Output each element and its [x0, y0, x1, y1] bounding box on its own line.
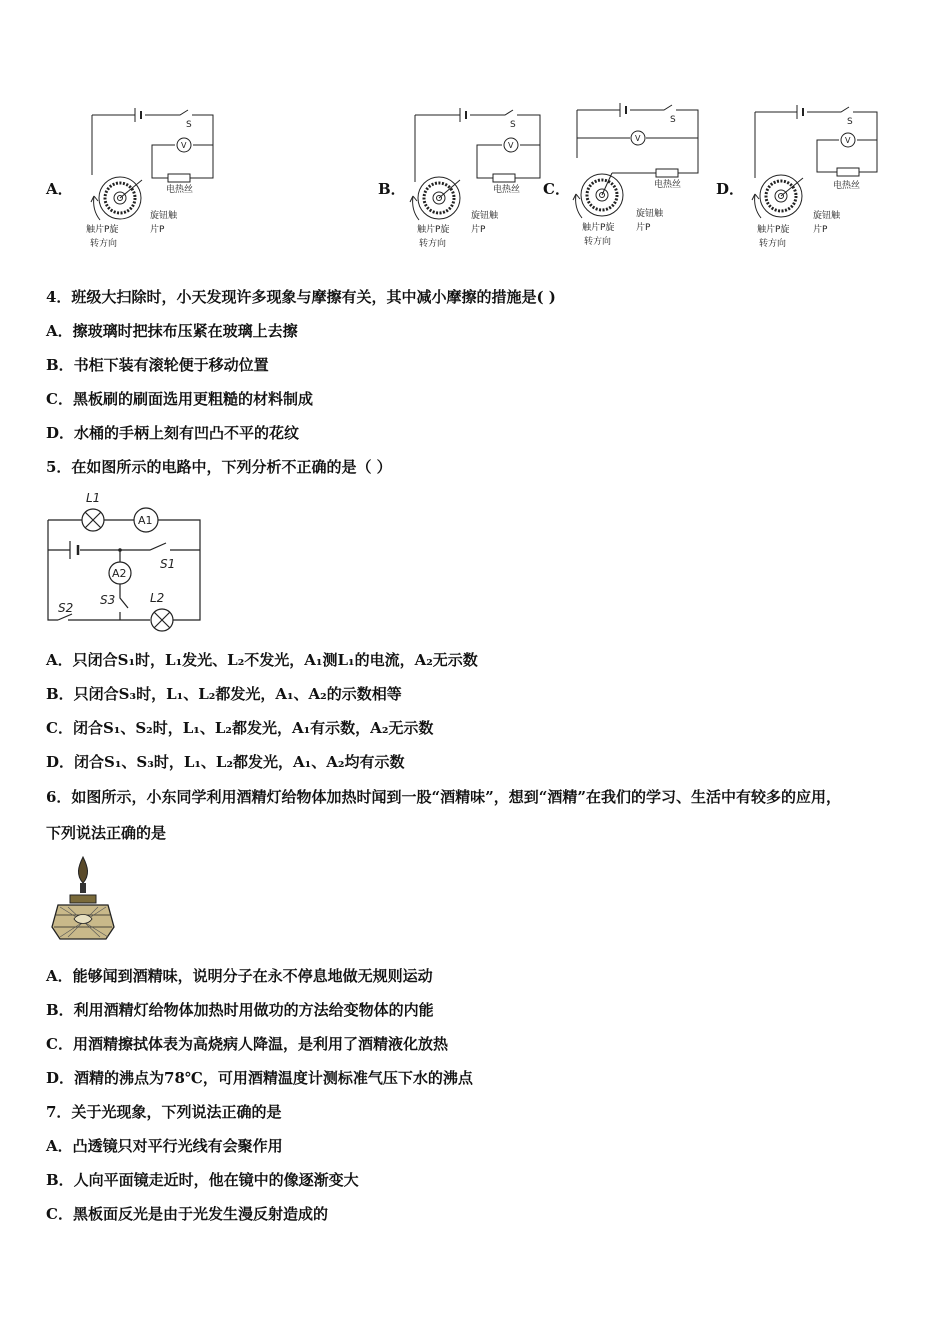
q5-option-c[interactable]: C．闭合S₁、S₂时，L₁、L₂都发光，A₁有示数，A₂无示数: [46, 719, 434, 737]
svg-text:L1: L1: [86, 491, 101, 505]
svg-text:片P: 片P: [150, 225, 165, 235]
q5-option-a[interactable]: A．只闭合S₁时，L₁发光、L₂不发光，A₁测L₁的电流，A₂无示数: [46, 651, 478, 669]
q4-option-a[interactable]: A．擦玻璃时把抹布压紧在玻璃上去擦: [46, 322, 298, 340]
q3-option-d-label: D．: [716, 180, 745, 198]
svg-text:V: V: [181, 141, 187, 150]
svg-text:片P: 片P: [813, 225, 828, 235]
q3-option-d-circuit[interactable]: [745, 100, 890, 255]
q3-option-b-label: B．: [378, 180, 406, 198]
q3-option-c-label: C．: [543, 180, 570, 198]
svg-text:触片P旋: 触片P旋: [582, 223, 615, 233]
svg-text:电热丝: 电热丝: [493, 185, 521, 195]
svg-text:转方向: 转方向: [584, 237, 612, 247]
q5-option-d[interactable]: D．闭合S₁、S₃时，L₁、L₂都发光，A₁、A₂均有示数: [46, 753, 405, 771]
q5-circuit-diagram: [40, 486, 210, 634]
svg-text:转方向: 转方向: [759, 239, 787, 249]
svg-text:触片P旋: 触片P旋: [417, 225, 450, 235]
q4-option-b[interactable]: B．书柜下装有滚轮便于移动位置: [46, 356, 269, 374]
svg-text:A2: A2: [112, 567, 127, 580]
q7-option-c[interactable]: C．黑板面反光是由于光发生漫反射造成的: [46, 1205, 328, 1223]
q6-option-c[interactable]: C．用酒精擦拭体表为高烧病人降温，是利用了酒精液化放热: [46, 1035, 448, 1053]
svg-text:A1: A1: [138, 514, 153, 527]
q4-option-d[interactable]: D．水桶的手柄上刻有凹凸不平的花纹: [46, 424, 300, 442]
q3-option-c-circuit[interactable]: [572, 98, 707, 253]
q6-option-d[interactable]: D．酒精的沸点为78℃，可用酒精温度计测标准气压下水的沸点: [46, 1069, 473, 1087]
svg-text:触片P旋: 触片P旋: [757, 225, 790, 235]
q6-stem-line1: 6．如图所示，小东同学利用酒精灯给物体加热时闻到一股“酒精味”，想到“酒精”在我们的学习、生活中有较多的应用，: [46, 788, 841, 806]
q6-option-a[interactable]: A．能够闻到酒精味，说明分子在永不停息地做无规则运动: [46, 967, 433, 985]
svg-text:触片P旋: 触片P旋: [86, 225, 119, 235]
q4-stem: 4．班级大扫除时，小天发现许多现象与摩擦有关，其中减小摩擦的措施是( ): [46, 288, 556, 306]
svg-text:V: V: [845, 136, 851, 145]
svg-text:S: S: [847, 117, 853, 127]
svg-text:S: S: [510, 120, 516, 130]
q7-stem: 7．关于光现象，下列说法正确的是: [46, 1103, 282, 1121]
svg-text:旋钮触: 旋钮触: [471, 211, 499, 221]
q4-option-c[interactable]: C．黑板刷的刷面选用更粗糙的材料制成: [46, 390, 313, 408]
svg-text:片P: 片P: [471, 225, 486, 235]
svg-text:转方向: 转方向: [419, 239, 447, 249]
svg-text:L2: L2: [150, 591, 165, 605]
svg-text:S1: S1: [160, 557, 176, 571]
svg-text:旋钮触: 旋钮触: [636, 209, 664, 219]
svg-text:旋钮触: 旋钮触: [813, 211, 841, 221]
svg-text:S3: S3: [100, 593, 116, 607]
q3-option-a-label: A．: [46, 180, 73, 198]
svg-text:V: V: [635, 134, 641, 143]
svg-text:转方向: 转方向: [90, 239, 118, 249]
q5-option-b[interactable]: B．只闭合S₃时，L₁、L₂都发光，A₁、A₂的示数相等: [46, 685, 402, 703]
svg-text:旋钮触: 旋钮触: [150, 211, 178, 221]
lamp-l1: [82, 509, 104, 531]
svg-text:S: S: [186, 120, 192, 130]
q6-stem-line2: 下列说法正确的是: [46, 824, 167, 842]
q7-option-a[interactable]: A．凸透镜只对平行光线有会聚作用: [46, 1137, 283, 1155]
svg-text:S: S: [670, 115, 676, 125]
svg-text:电热丝: 电热丝: [654, 180, 682, 190]
svg-text:S2: S2: [58, 601, 74, 615]
q3-option-a-circuit[interactable]: [80, 100, 220, 255]
alcohol-lamp-image: [48, 855, 118, 945]
svg-text:V: V: [508, 141, 514, 150]
lamp-l2: [151, 609, 173, 631]
svg-text:片P: 片P: [636, 223, 651, 233]
q6-option-b[interactable]: B．利用酒精灯给物体加热时用做功的方法给变物体的内能: [46, 1001, 434, 1019]
q3-option-b-circuit[interactable]: [405, 100, 550, 255]
q5-stem: 5．在如图所示的电路中，下列分析不正确的是（ ）: [46, 458, 392, 476]
svg-text:电热丝: 电热丝: [166, 185, 194, 195]
svg-text:电热丝: 电热丝: [833, 181, 861, 191]
q7-option-b[interactable]: B．人向平面镜走近时，他在镜中的像逐渐变大: [46, 1171, 359, 1189]
